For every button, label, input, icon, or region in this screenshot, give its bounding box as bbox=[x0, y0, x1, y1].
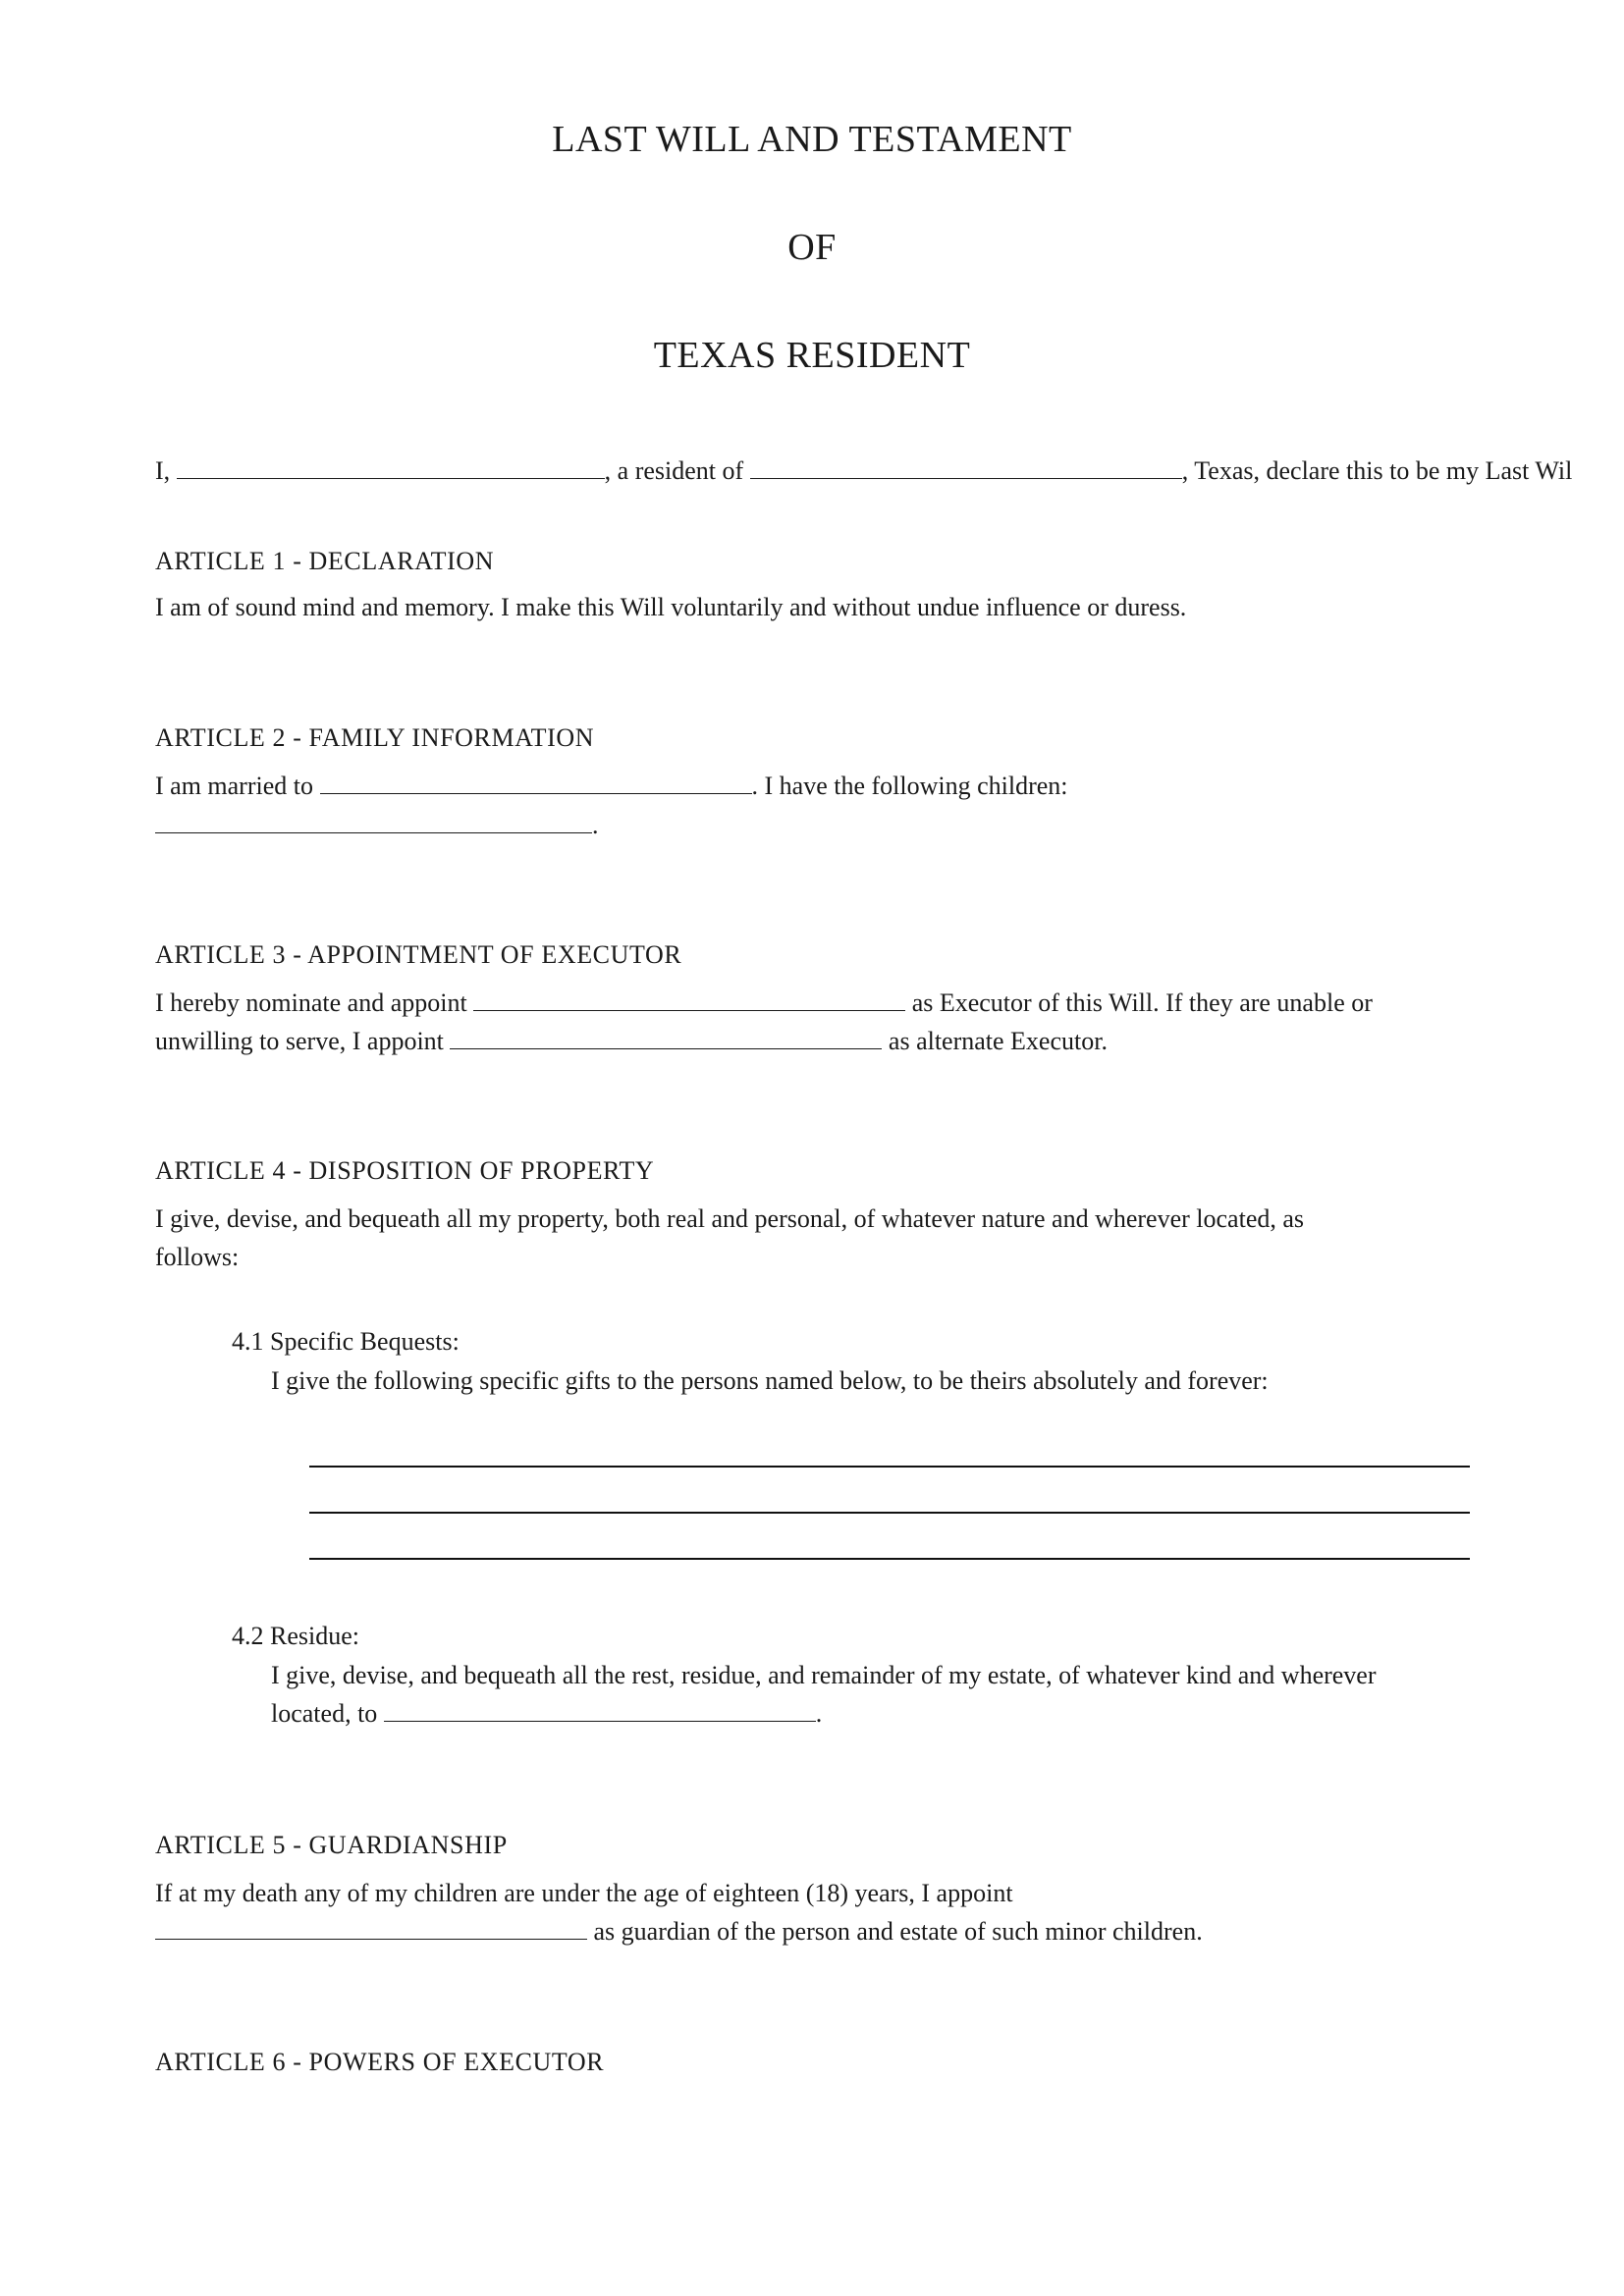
article-3-text-d: as alternate Executor. bbox=[888, 1027, 1108, 1055]
guardian-name-blank[interactable] bbox=[155, 1917, 587, 1940]
article-3-line-2 bbox=[155, 1027, 1108, 1056]
intro-prefix: I, bbox=[155, 456, 171, 485]
article-3-heading: ARTICLE 3 - APPOINTMENT OF EXECUTOR bbox=[155, 940, 682, 969]
article-2-line-1 bbox=[155, 772, 1068, 801]
article-2-text-a: I am married to bbox=[155, 772, 313, 800]
bequest-line-1[interactable] bbox=[309, 1466, 1470, 1468]
article-1-text: I am of sound mind and memory. I make this Will voluntarily and without undue influence or duress. bbox=[155, 593, 1187, 621]
intro-line bbox=[155, 456, 1572, 486]
section-4-1-heading: 4.1 Specific Bequests: bbox=[232, 1327, 460, 1356]
bequest-line-2[interactable] bbox=[309, 1512, 1470, 1514]
section-4-2-heading: 4.2 Residue: bbox=[232, 1622, 359, 1650]
document-title-line-3: TEXAS RESIDENT bbox=[653, 335, 971, 376]
section-4-2-line-2 bbox=[271, 1699, 822, 1729]
article-5-text-b: as guardian of the person and estate of such minor children. bbox=[593, 1917, 1203, 1946]
article-2-line-2 bbox=[155, 811, 599, 840]
intro-middle: , a resident of bbox=[604, 456, 744, 485]
article-5-text-a: If at my death any of my children are under the age of eighteen (18) years, I appoint bbox=[155, 1879, 1013, 1907]
county-blank[interactable] bbox=[750, 456, 1182, 479]
article-2-text-b: . I have the following children: bbox=[751, 772, 1068, 800]
children-names-blank[interactable] bbox=[155, 811, 592, 833]
article-5-line-2 bbox=[155, 1917, 1203, 1947]
section-4-1-text: I give the following specific gifts to the persons named below, to be theirs absolutely and forever: bbox=[271, 1366, 1269, 1395]
article-3-text-c: unwilling to serve, I appoint bbox=[155, 1027, 444, 1055]
spouse-name-blank[interactable] bbox=[320, 772, 752, 794]
section-4-2-text-b: located, to bbox=[271, 1699, 378, 1728]
article-4-text-a: I give, devise, and bequeath all my property, both real and personal, of whatever nature and wherever located, as bbox=[155, 1204, 1305, 1233]
article-3-text-b: as Executor of this Will. If they are unable or bbox=[911, 988, 1373, 1017]
section-4-2-line-1: I give, devise, and bequeath all the rest, residue, and remainder of my estate, of whatever kind and wherever bbox=[271, 1661, 1377, 1689]
article-4-text-b: follows: bbox=[155, 1243, 240, 1271]
article-2-heading: ARTICLE 2 - FAMILY INFORMATION bbox=[155, 723, 595, 752]
executor-name-blank[interactable] bbox=[473, 988, 905, 1011]
alternate-executor-blank[interactable] bbox=[450, 1027, 882, 1049]
article-6-heading: ARTICLE 6 - POWERS OF EXECUTOR bbox=[155, 2048, 605, 2076]
testator-name-blank[interactable] bbox=[177, 456, 605, 479]
article-5-heading: ARTICLE 5 - GUARDIANSHIP bbox=[155, 1831, 508, 1859]
residuary-beneficiary-blank[interactable] bbox=[384, 1699, 816, 1722]
article-3-line-1 bbox=[155, 988, 1373, 1018]
section-4-2-text-c: . bbox=[815, 1699, 823, 1728]
bequest-line-3[interactable] bbox=[309, 1558, 1470, 1560]
article-4-heading: ARTICLE 4 - DISPOSITION OF PROPERTY bbox=[155, 1156, 655, 1185]
article-2-text-c: . bbox=[592, 811, 599, 839]
article-3-text-a: I hereby nominate and appoint bbox=[155, 988, 467, 1017]
document-title-line-2: OF bbox=[787, 227, 837, 268]
document-title-line-1: LAST WILL AND TESTAMENT bbox=[552, 119, 1072, 160]
article-1-heading: ARTICLE 1 - DECLARATION bbox=[155, 547, 495, 575]
intro-suffix: , Texas, declare this to be my Last Wil bbox=[1181, 456, 1573, 485]
